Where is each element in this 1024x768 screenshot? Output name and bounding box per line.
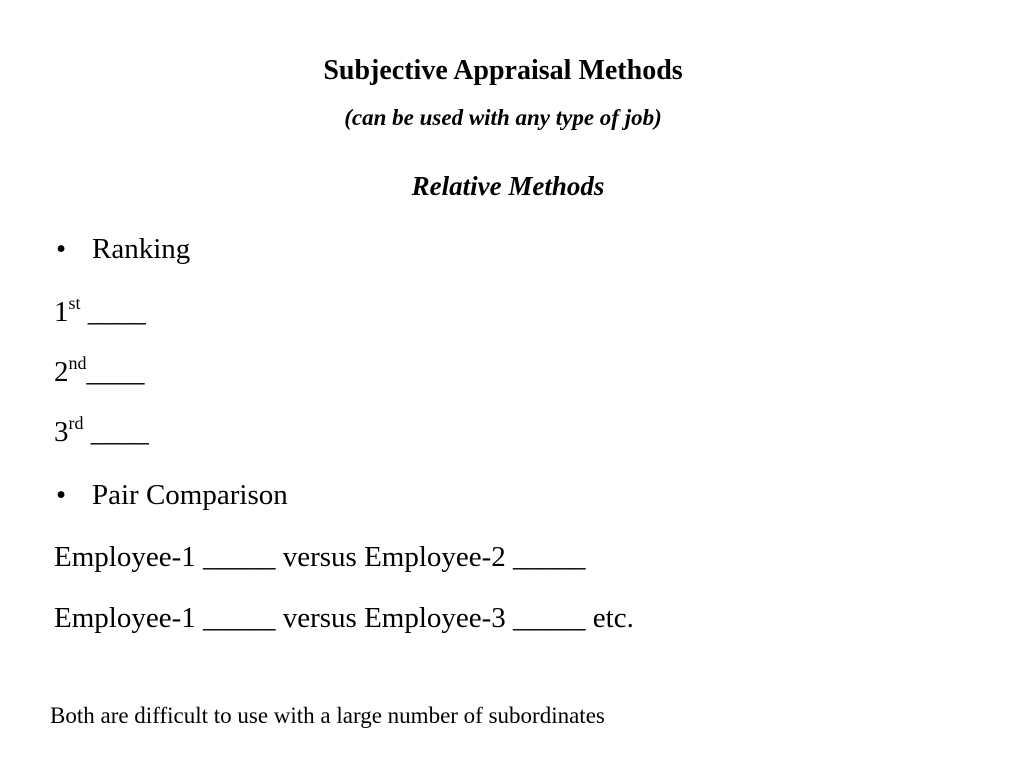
bullet-ranking: [56, 235, 190, 264]
ranking-item-2: [54, 353, 145, 388]
ranking-blank: ____: [83, 416, 149, 448]
pair-comparison-label: Pair Comparison: [92, 479, 288, 511]
ranking-ordinal-suffix: rd: [68, 413, 84, 433]
ranking-label: Ranking: [92, 233, 191, 265]
bullet-pair-comparison: [56, 481, 288, 510]
slide-title: Subjective Appraisal Methods: [323, 55, 683, 86]
footnote: Both are difficult to use with a large number of subordinates: [50, 703, 605, 728]
ranking-blank: ____: [86, 356, 145, 388]
ranking-ordinal-suffix: st: [68, 293, 81, 313]
ranking-number: 1: [54, 296, 69, 328]
ranking-number: 3: [54, 416, 69, 448]
section-heading-relative-methods: Relative Methods: [411, 171, 605, 201]
ranking-item-1: [54, 293, 146, 328]
ranking-ordinal-suffix: nd: [68, 353, 87, 373]
ranking-blank: ____: [80, 296, 146, 328]
pair-comparison-line-2: Employee-1 _____ versus Employee-3 _____ etc.: [54, 602, 634, 634]
slide-subtitle: (can be used with any type of job): [344, 105, 662, 130]
pair-comparison-line-1: Employee-1 _____ versus Employee-2 _____: [54, 541, 586, 573]
bullet-icon: •: [56, 479, 67, 511]
ranking-item-3: [54, 413, 149, 448]
ranking-number: 2: [54, 356, 69, 388]
bullet-icon: •: [56, 233, 67, 265]
